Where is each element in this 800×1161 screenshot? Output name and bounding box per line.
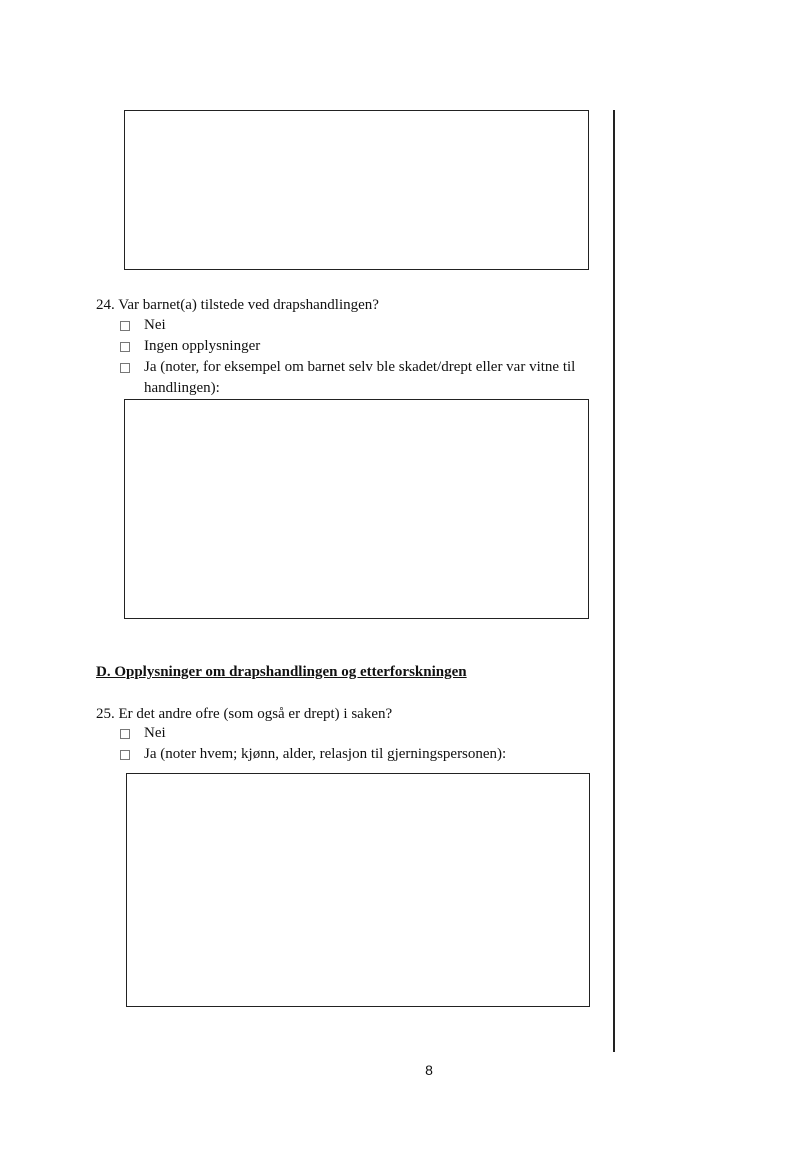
option-label: Ingen opplysninger [144, 338, 261, 354]
section-heading-d: D. Opplysninger om drapshandlingen og etterforskningen [96, 664, 467, 680]
answer-box-q24[interactable] [124, 399, 589, 619]
q24-option-ja[interactable] [120, 357, 584, 399]
option-label: Ja (noter hvem; kjønn, alder, relasjon til gjerningspersonen): [144, 746, 507, 762]
checkbox-icon[interactable] [120, 342, 130, 352]
q24-option-ingen-opplysninger[interactable] [120, 336, 260, 357]
question-24: 24. Var barnet(a) tilstede ved drapshandlingen? [96, 297, 379, 313]
checkbox-icon[interactable] [120, 750, 130, 760]
question-25: 25. Er det andre ofre (som også er drept) i saken? [96, 706, 393, 722]
answer-box-q23[interactable] [124, 110, 589, 270]
option-label: Nei [144, 725, 166, 741]
q24-option-nei[interactable] [120, 315, 166, 336]
right-margin-line [613, 110, 615, 1052]
page-number: 8 [425, 1062, 433, 1078]
checkbox-icon[interactable] [120, 363, 130, 373]
checkbox-icon[interactable] [120, 321, 130, 331]
q25-option-nei[interactable] [120, 723, 166, 744]
checkbox-icon[interactable] [120, 729, 130, 739]
answer-box-q25[interactable] [126, 773, 590, 1007]
q25-option-ja[interactable] [120, 744, 506, 765]
option-label: Nei [144, 317, 166, 333]
option-label: Ja (noter, for eksempel om barnet selv ble skadet/drept eller var vitne til handlingen): [144, 359, 576, 396]
